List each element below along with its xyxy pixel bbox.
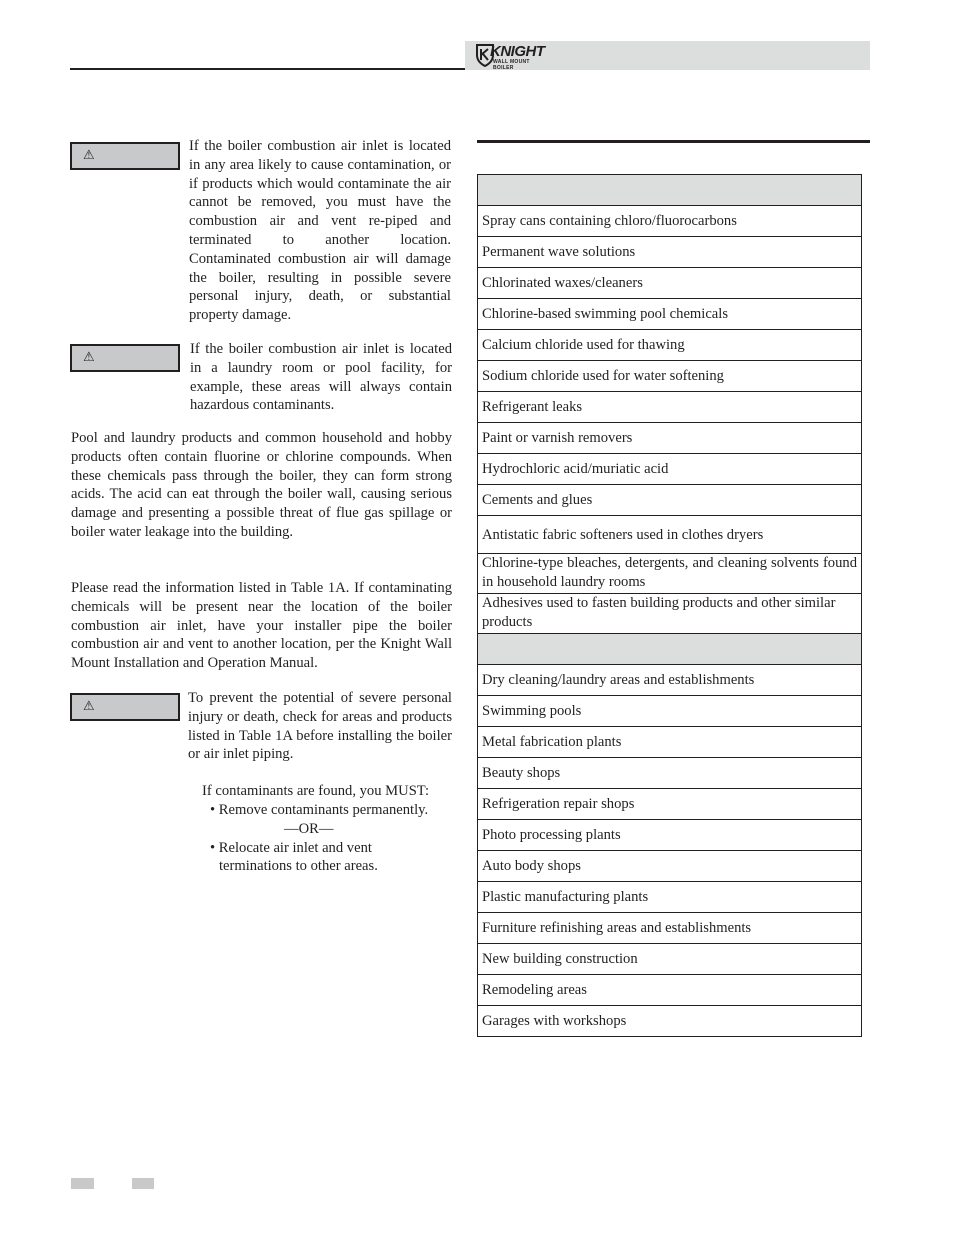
or-divider: —OR— (284, 821, 334, 837)
logo-wordmark: KNIGHT (490, 43, 545, 60)
table-row: Garages with workshops (478, 1006, 861, 1037)
warning-text-3: To prevent the potential of severe personal injury or death, check for areas and products listed in Table 1A before installing the boiler or air inlet piping. (188, 690, 452, 763)
table-header-areas (478, 634, 861, 665)
bullet-remove: • Remove contaminants permanently. (210, 802, 429, 818)
table-row: Calcium chloride used for thawing (478, 330, 861, 361)
table-row: Refrigerant leaks (478, 392, 861, 423)
warning-text-2: If the boiler combustion air inlet is located in a laundry room or pool facility, for example, these areas will always contain hazardous contaminants. (190, 341, 452, 414)
table-row: Permanent wave solutions (478, 237, 861, 268)
warning-label-3 (70, 693, 180, 721)
warning-icon: ⚠ (83, 699, 95, 714)
footer-page-marker (71, 1178, 94, 1189)
table-row: Photo processing plants (478, 820, 861, 851)
warning-label-1 (70, 142, 180, 170)
table-row: Chlorine-based swimming pool chemicals (478, 299, 861, 330)
table-row: Remodeling areas (478, 975, 861, 1006)
body-paragraph-2: Please read the information listed in Table 1A. If contaminating chemicals will be present near the location of the boiler combustion air inlet, have your installer pipe the boiler combustion air and vent to another location, per the Knight Wall Mount Installation and Operation Manual. (71, 580, 452, 672)
bullet-relocate: • Relocate air inlet and vent (210, 840, 372, 856)
warning-icon: ⚠ (83, 350, 95, 365)
table-row: Beauty shops (478, 758, 861, 789)
body-paragraph-1: Pool and laundry products and common household and hobby products often contain fluorine or chlorine compounds. When these chemicals pass through the boiler, they can form strong acids. The acid can eat through the boiler wall, causing serious damage and presenting a possible threat of flue gas spillage or boiler water leakage into the building. (71, 430, 452, 540)
table-header-products (478, 175, 861, 206)
table-row: Dry cleaning/laundry areas and establishments (478, 665, 861, 696)
contaminants-table (477, 174, 862, 1037)
table-row: Metal fabrication plants (478, 727, 861, 758)
table-row: Chlorinated waxes/cleaners (478, 268, 861, 299)
table-row: Furniture refinishing areas and establishments (478, 913, 861, 944)
table-row: Antistatic fabric softeners used in clothes dryers (478, 516, 861, 554)
table-row: Swimming pools (478, 696, 861, 727)
table-row: Cements and glues (478, 485, 861, 516)
warning-text-1: If the boiler combustion air inlet is located in any area likely to cause contamination, or if products which would contaminate the air cannot be removed, you must have the combustion air and vent re-piped and terminated to another location. Contaminated combustion air will damage the boiler, resulting in possible severe personal injury, death, or substantial property damage. (189, 138, 451, 324)
knight-logo (476, 42, 552, 71)
warning-label-2 (70, 344, 180, 372)
logo-subtext: WALL MOUNT BOILER (493, 59, 530, 71)
table-row: Spray cans containing chloro/fluorocarbons (478, 206, 861, 237)
footer-section-marker (132, 1178, 154, 1189)
table-row: Hydrochloric acid/muriatic acid (478, 454, 861, 485)
warning-icon: ⚠ (83, 148, 95, 163)
table-row: New building construction (478, 944, 861, 975)
table-row: Sodium chloride used for water softening (478, 361, 861, 392)
table-row: Auto body shops (478, 851, 861, 882)
contaminants-intro: If contaminants are found, you MUST: (202, 783, 430, 799)
bullet-relocate-cont: terminations to other areas. (219, 858, 378, 874)
table-row: Refrigeration repair shops (478, 789, 861, 820)
table-row: Plastic manufacturing plants (478, 882, 861, 913)
table-row: Adhesives used to fasten building products and other similar products (478, 594, 861, 634)
table-row: Chlorine-type bleaches, detergents, and cleaning solvents found in household laundry rooms (478, 554, 861, 594)
section-rule (477, 140, 870, 143)
table-row: Paint or varnish removers (478, 423, 861, 454)
